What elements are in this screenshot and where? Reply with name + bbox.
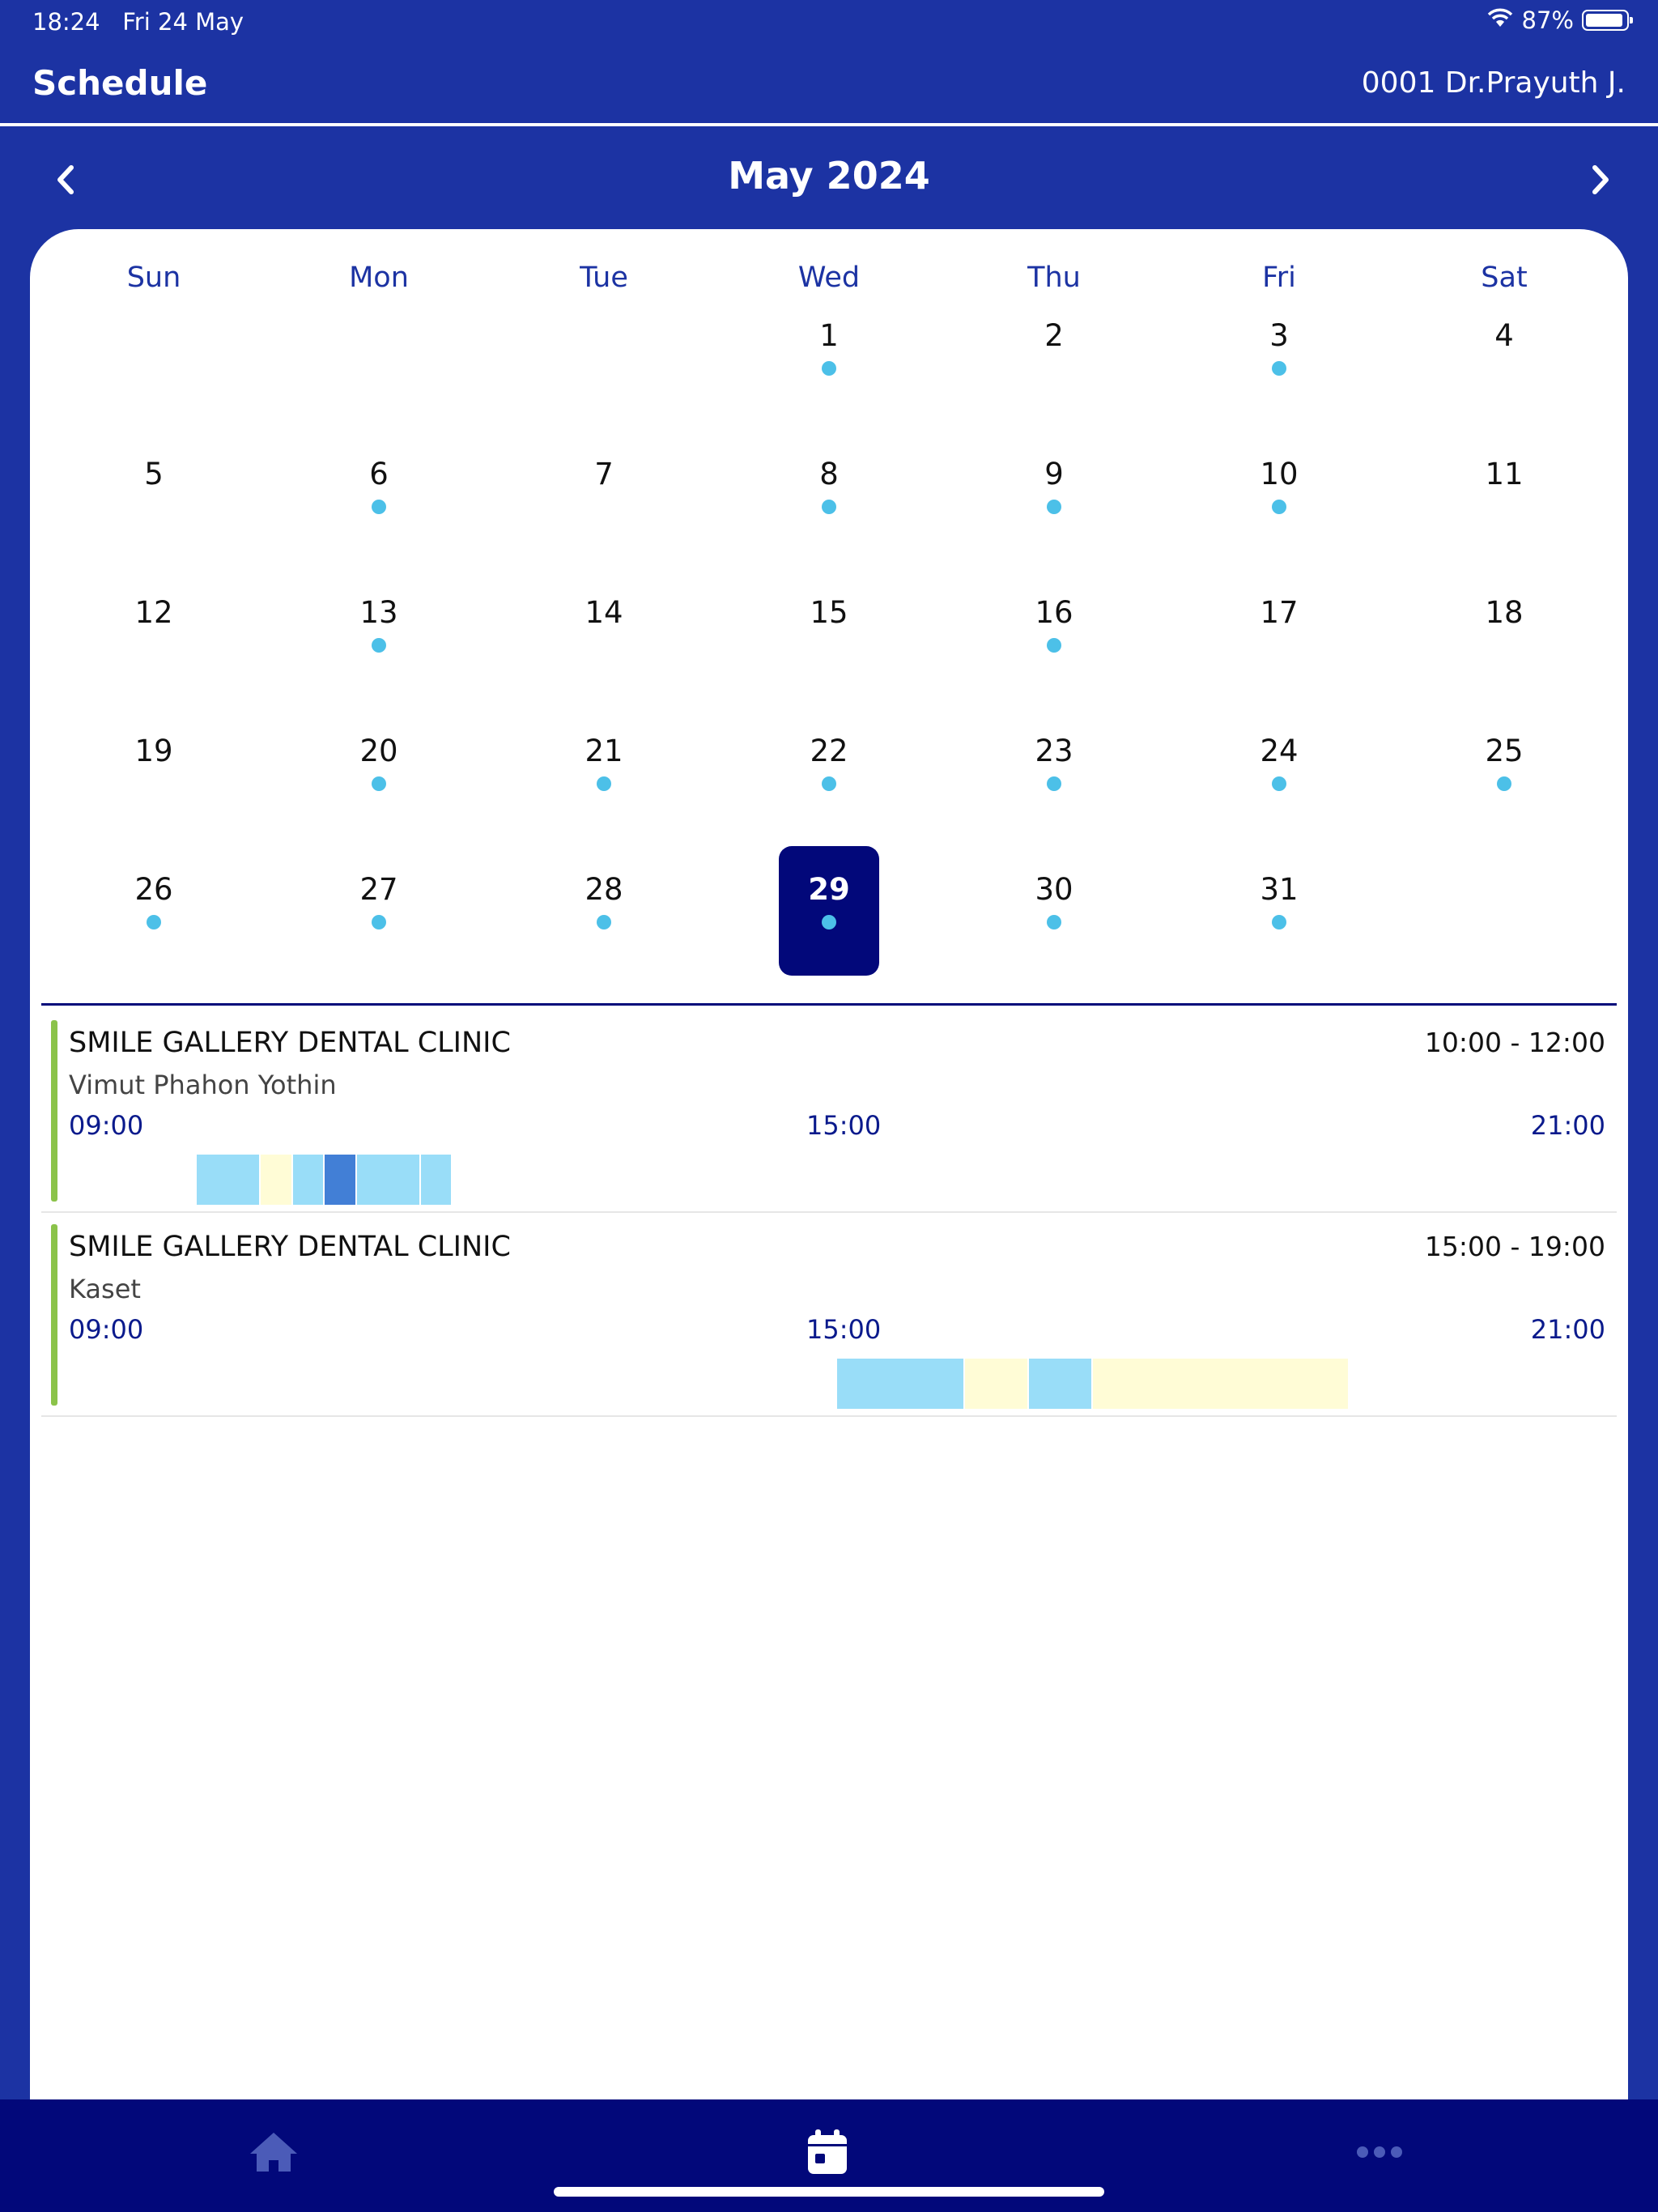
calendar-divider <box>41 1003 1617 1006</box>
day-cell-19[interactable] <box>41 734 266 872</box>
event-dot <box>1047 915 1061 929</box>
timeline-start-label: 09:00 <box>69 1314 144 1345</box>
day-number: 27 <box>359 872 398 907</box>
day-cell-23[interactable] <box>942 734 1167 872</box>
day-cell-8[interactable] <box>716 457 942 595</box>
status-right <box>1486 6 1629 34</box>
day-cell-10[interactable] <box>1167 457 1392 595</box>
battery-icon <box>1582 10 1629 31</box>
weekday-fri: Fri <box>1262 262 1296 294</box>
chevron-right-icon <box>1588 164 1614 196</box>
timeline-slot <box>261 1155 291 1205</box>
day-cell-empty <box>266 318 491 457</box>
appointment-list <box>41 1009 1617 1417</box>
day-cell-31[interactable] <box>1167 872 1392 1010</box>
event-dot <box>1272 915 1286 929</box>
appointment-row[interactable] <box>41 1009 1617 1213</box>
day-cell-27[interactable] <box>266 872 491 1010</box>
event-dot <box>1272 361 1286 376</box>
timeline-end-label: 21:00 <box>1530 1314 1605 1345</box>
event-dot <box>372 915 386 929</box>
day-cell-6[interactable] <box>266 457 491 595</box>
day-cell-4[interactable] <box>1392 318 1617 457</box>
event-dot <box>597 776 611 791</box>
user-name[interactable]: 0001 Dr.Prayuth J. <box>1361 66 1626 100</box>
day-number: 11 <box>1485 457 1524 491</box>
day-cell-14[interactable] <box>491 595 716 734</box>
day-number: 13 <box>359 595 398 630</box>
day-cell-24[interactable] <box>1167 734 1392 872</box>
event-dot <box>1047 638 1061 653</box>
timeline-end-label: 21:00 <box>1530 1110 1605 1141</box>
day-number: 23 <box>1035 734 1073 768</box>
event-dot <box>822 915 836 929</box>
day-cell-empty <box>41 318 266 457</box>
day-number: 30 <box>1035 872 1073 907</box>
day-number: 29 <box>808 872 850 907</box>
day-number: 16 <box>1035 595 1073 630</box>
day-number: 2 <box>1044 318 1064 353</box>
timeline-mid-label: 15:00 <box>806 1110 882 1141</box>
event-dot <box>822 500 836 514</box>
tab-home[interactable] <box>241 2124 306 2180</box>
day-cell-30[interactable] <box>942 872 1167 1010</box>
day-cell-29[interactable] <box>716 872 942 1010</box>
more-icon <box>1355 2144 1404 2160</box>
day-number: 10 <box>1260 457 1299 491</box>
selected-day-highlight <box>779 846 879 976</box>
day-number: 6 <box>369 457 389 491</box>
day-cell-1[interactable] <box>716 318 942 457</box>
weekday-sun: Sun <box>126 262 181 294</box>
day-number: 28 <box>585 872 623 907</box>
day-number: 19 <box>134 734 173 768</box>
event-dot <box>1047 776 1061 791</box>
event-dot <box>1272 776 1286 791</box>
appointment-accent-bar <box>51 1020 57 1202</box>
day-cell-12[interactable] <box>41 595 266 734</box>
timeline-slot <box>1029 1359 1091 1409</box>
event-dot <box>822 776 836 791</box>
day-number: 7 <box>594 457 614 491</box>
header-divider <box>0 123 1658 126</box>
timeline-slot <box>197 1155 259 1205</box>
weekday-mon: Mon <box>349 262 409 294</box>
day-cell-5[interactable] <box>41 457 266 595</box>
day-cell-7[interactable] <box>491 457 716 595</box>
day-cell-25[interactable] <box>1392 734 1617 872</box>
days-grid <box>41 318 1617 1010</box>
day-number: 3 <box>1269 318 1289 353</box>
timeline-slot <box>1093 1359 1347 1409</box>
day-number: 12 <box>134 595 173 630</box>
clinic-name: SMILE GALLERY DENTAL CLINIC <box>69 1231 511 1263</box>
tab-more[interactable] <box>1347 2124 1412 2180</box>
day-cell-2[interactable] <box>942 318 1167 457</box>
time-range: 15:00 - 19:00 <box>1424 1231 1605 1262</box>
tab-schedule[interactable] <box>795 2124 860 2180</box>
timeline-slot <box>965 1359 1027 1409</box>
timeline-mid-label: 15:00 <box>806 1314 882 1345</box>
timeline-slot <box>357 1155 419 1205</box>
weekday-thu: Thu <box>1027 262 1081 294</box>
day-cell-20[interactable] <box>266 734 491 872</box>
event-dot <box>1497 776 1511 791</box>
time-range: 10:00 - 12:00 <box>1424 1027 1605 1058</box>
event-dot <box>372 500 386 514</box>
weekday-sat: Sat <box>1481 262 1528 294</box>
page-title: Schedule <box>32 63 208 103</box>
day-cell-18[interactable] <box>1392 595 1617 734</box>
day-number: 31 <box>1260 872 1299 907</box>
app-header <box>0 49 1658 123</box>
day-number: 1 <box>819 318 839 353</box>
wifi-icon <box>1486 6 1514 34</box>
status-bar <box>0 0 1658 45</box>
weekday-wed: Wed <box>797 262 861 294</box>
event-dot <box>1047 500 1061 514</box>
day-number: 9 <box>1044 457 1064 491</box>
day-number: 26 <box>134 872 173 907</box>
day-cell-21[interactable] <box>491 734 716 872</box>
month-navigation <box>0 138 1658 219</box>
battery-percent: 87% <box>1521 6 1574 34</box>
day-cell-26[interactable] <box>41 872 266 1010</box>
weekday-tue: Tue <box>580 262 628 294</box>
event-dot <box>372 638 386 653</box>
day-cell-9[interactable] <box>942 457 1167 595</box>
day-number: 18 <box>1485 595 1524 630</box>
event-dot <box>1272 500 1286 514</box>
calendar-icon <box>806 2128 849 2176</box>
day-cell-13[interactable] <box>266 595 491 734</box>
day-number: 14 <box>585 595 623 630</box>
event-dot <box>147 915 161 929</box>
day-number: 15 <box>810 595 848 630</box>
next-month-button[interactable] <box>1577 155 1626 204</box>
timeline-slot <box>837 1359 963 1409</box>
day-number: 25 <box>1485 734 1524 768</box>
day-cell-16[interactable] <box>942 595 1167 734</box>
day-cell-17[interactable] <box>1167 595 1392 734</box>
event-dot <box>597 915 611 929</box>
day-number: 8 <box>819 457 839 491</box>
day-number: 22 <box>810 734 848 768</box>
event-dot <box>372 776 386 791</box>
status-clock: 18:24 <box>32 8 100 36</box>
timeline-slot <box>293 1155 324 1205</box>
event-dot <box>822 361 836 376</box>
timeline-bar <box>69 1359 1605 1409</box>
home-indicator <box>554 2187 1104 2197</box>
branch-name: Kaset <box>69 1274 141 1304</box>
day-number: 5 <box>144 457 164 491</box>
branch-name: Vimut Phahon Yothin <box>69 1070 337 1100</box>
day-cell-15[interactable] <box>716 595 942 734</box>
day-cell-11[interactable] <box>1392 457 1617 595</box>
status-date: Fri 24 May <box>122 8 244 36</box>
day-number: 21 <box>585 734 623 768</box>
day-number: 17 <box>1260 595 1299 630</box>
timeline-slot <box>325 1155 355 1205</box>
weekday-header <box>30 262 1628 294</box>
day-cell-28[interactable] <box>491 872 716 1010</box>
day-number: 20 <box>359 734 398 768</box>
home-icon <box>247 2129 300 2175</box>
day-number: 24 <box>1260 734 1299 768</box>
timeline-start-label: 09:00 <box>69 1110 144 1141</box>
day-number: 4 <box>1494 318 1514 353</box>
day-cell-empty <box>491 318 716 457</box>
timeline-bar <box>69 1155 1605 1205</box>
calendar-card <box>30 229 1628 2108</box>
appointment-accent-bar <box>51 1224 57 1406</box>
month-title: May 2024 <box>728 154 930 198</box>
day-cell-3[interactable] <box>1167 318 1392 457</box>
status-time <box>32 8 244 36</box>
timeline-slot <box>421 1155 452 1205</box>
appointment-row[interactable] <box>41 1213 1617 1417</box>
clinic-name: SMILE GALLERY DENTAL CLINIC <box>69 1027 511 1059</box>
